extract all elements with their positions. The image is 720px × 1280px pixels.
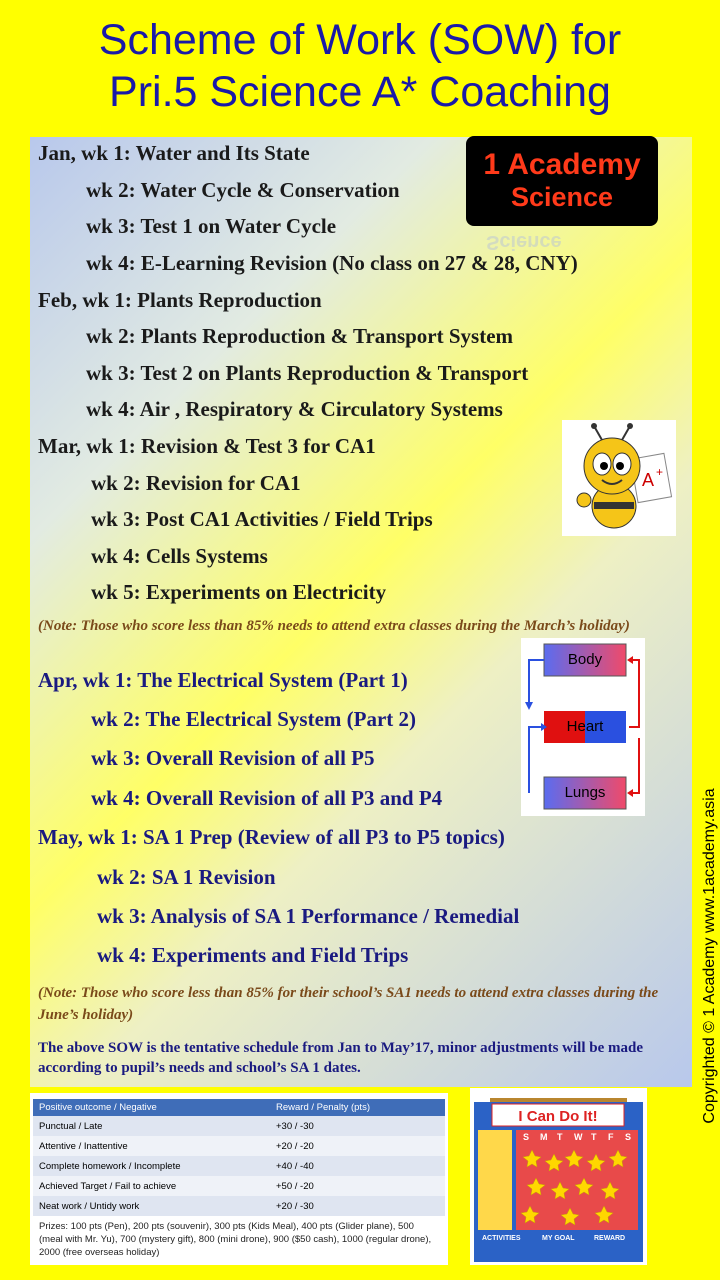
- column-header: Positive outcome / Negative: [33, 1099, 270, 1116]
- title-line-1: Scheme of Work (SOW) for: [98, 16, 622, 64]
- day-label: T: [591, 1132, 597, 1142]
- table-cell: +30 / -30: [270, 1116, 445, 1136]
- day-label: W: [574, 1132, 583, 1142]
- schedule-line: wk 3: Overall Revision of all P5: [91, 746, 375, 770]
- march-note: (Note: Those who score less than 85% needs to attend extra classes during the March’s holiday): [38, 618, 630, 634]
- day-label: S: [625, 1132, 632, 1142]
- page-title: [0, 14, 720, 118]
- day-label: S: [523, 1132, 530, 1142]
- copyright-side-text: [690, 720, 720, 1210]
- day-label: F: [608, 1132, 614, 1142]
- table-row: [33, 1196, 445, 1216]
- academy-logo: [466, 136, 658, 253]
- day-label: T: [557, 1132, 563, 1142]
- schedule-line: wk 3: Test 1 on Water Cycle: [86, 214, 337, 238]
- table-cell: +50 / -20: [270, 1176, 445, 1196]
- tentative-text: The above SOW is the tentative schedule from Jan to May’17, minor adjustments will be made according to pupil’s needs and school’s SA 1 dates.: [38, 1040, 643, 1076]
- table-cell: Neat work / Untidy work: [33, 1196, 270, 1216]
- table-cell: +20 / -30: [270, 1196, 445, 1216]
- schedule-line: wk 4: Air , Respiratory & Circulatory Systems: [86, 397, 503, 421]
- schedule-line: wk 5: Experiments on Electricity: [91, 580, 387, 604]
- table-header-row: [33, 1099, 445, 1116]
- schedule-line: May, wk 1: SA 1 Prep (Review of all P3 to P5 topics): [38, 825, 505, 849]
- table-cell: +40 / -40: [270, 1156, 445, 1176]
- schedule-line: wk 4: Cells Systems: [91, 544, 268, 568]
- svg-text:A: A: [642, 470, 655, 490]
- table-cell: Achieved Target / Fail to achieve: [33, 1176, 270, 1196]
- schedule-line: Feb, wk 1: Plants Reproduction: [38, 288, 322, 312]
- table-cell: Attentive / Inattentive: [33, 1136, 270, 1156]
- circulation-diagram: [521, 638, 645, 816]
- rewards-table-panel: [30, 1093, 448, 1265]
- table-cell: Punctual / Late: [33, 1116, 270, 1136]
- column-header: Reward / Penalty (pts): [270, 1099, 445, 1116]
- reward-chart-image: [470, 1088, 647, 1265]
- schedule-line: wk 4: Experiments and Field Trips: [97, 943, 409, 967]
- day-label: M: [540, 1132, 548, 1142]
- schedule-line: wk 4: E-Learning Revision (No class on 27 & 28, CNY): [86, 251, 578, 275]
- schedule-line: wk 2: Revision for CA1: [91, 471, 301, 495]
- logo-reflection: Science: [486, 231, 562, 253]
- diagram-body-label: Body: [567, 651, 603, 668]
- prizes-text: Prizes: 100 pts (Pen), 200 pts (souvenir), 300 pts (Kids Meal), 400 pts (Glider plane), 500 (meal with Mr. Yu), 700 (mystery gift), 800 (mini drone), 900 ($50 cash), 1000 (regular drone), 2000 (free overseas holiday): [39, 1221, 432, 1258]
- chart-bottom-label: ACTIVITIES: [482, 1235, 521, 1242]
- diagram-heart-label: Heart: [566, 718, 604, 735]
- schedule-line: wk 3: Analysis of SA 1 Performance / Remedial: [97, 904, 520, 928]
- schedule-line: Apr, wk 1: The Electrical System (Part 1): [38, 668, 408, 692]
- copyright-text: Copyrighted © 1 Academy www.1academy.asia: [701, 788, 718, 1124]
- chart-bottom-label: REWARD: [594, 1235, 626, 1242]
- table-row: [33, 1116, 445, 1136]
- logo-line-2: Science: [510, 182, 614, 212]
- schedule-line: Mar, wk 1: Revision & Test 3 for CA1: [38, 434, 376, 458]
- schedule-line: wk 4: Overall Revision of all P3 and P4: [91, 786, 443, 810]
- schedule-line: wk 3: Test 2 on Plants Reproduction & Transport: [86, 361, 529, 385]
- table-row: [33, 1176, 445, 1196]
- svg-text:+: +: [656, 465, 664, 479]
- schedule-line: wk 2: SA 1 Revision: [97, 865, 276, 889]
- schedule-line: wk 2: Water Cycle & Conservation: [86, 178, 400, 202]
- schedule-line: wk 3: Post CA1 Activities / Field Trips: [91, 507, 433, 531]
- schedule-line: wk 2: The Electrical System (Part 2): [91, 707, 417, 731]
- schedule-line: Jan, wk 1: Water and Its State: [38, 141, 310, 165]
- rewards-table: [33, 1099, 445, 1216]
- chart-title: I Can Do It!: [518, 1108, 598, 1125]
- diagram-lungs-label: Lungs: [564, 784, 606, 801]
- title-line-2: Pri.5 Science A* Coaching: [109, 68, 611, 116]
- table-row: [33, 1156, 445, 1176]
- schedule-line: wk 2: Plants Reproduction & Transport System: [86, 324, 514, 348]
- logo-line-1: 1 Academy: [483, 148, 641, 181]
- table-cell: +20 / -20: [270, 1136, 445, 1156]
- bee-mascot-image: [562, 420, 676, 536]
- table-row: [33, 1136, 445, 1156]
- june-note: (Note: Those who score less than 85% for their school’s SA1 needs to attend extra classes during the June’s holiday): [38, 985, 659, 1023]
- table-cell: Complete homework / Incomplete: [33, 1156, 270, 1176]
- chart-bottom-label: MY GOAL: [542, 1235, 575, 1242]
